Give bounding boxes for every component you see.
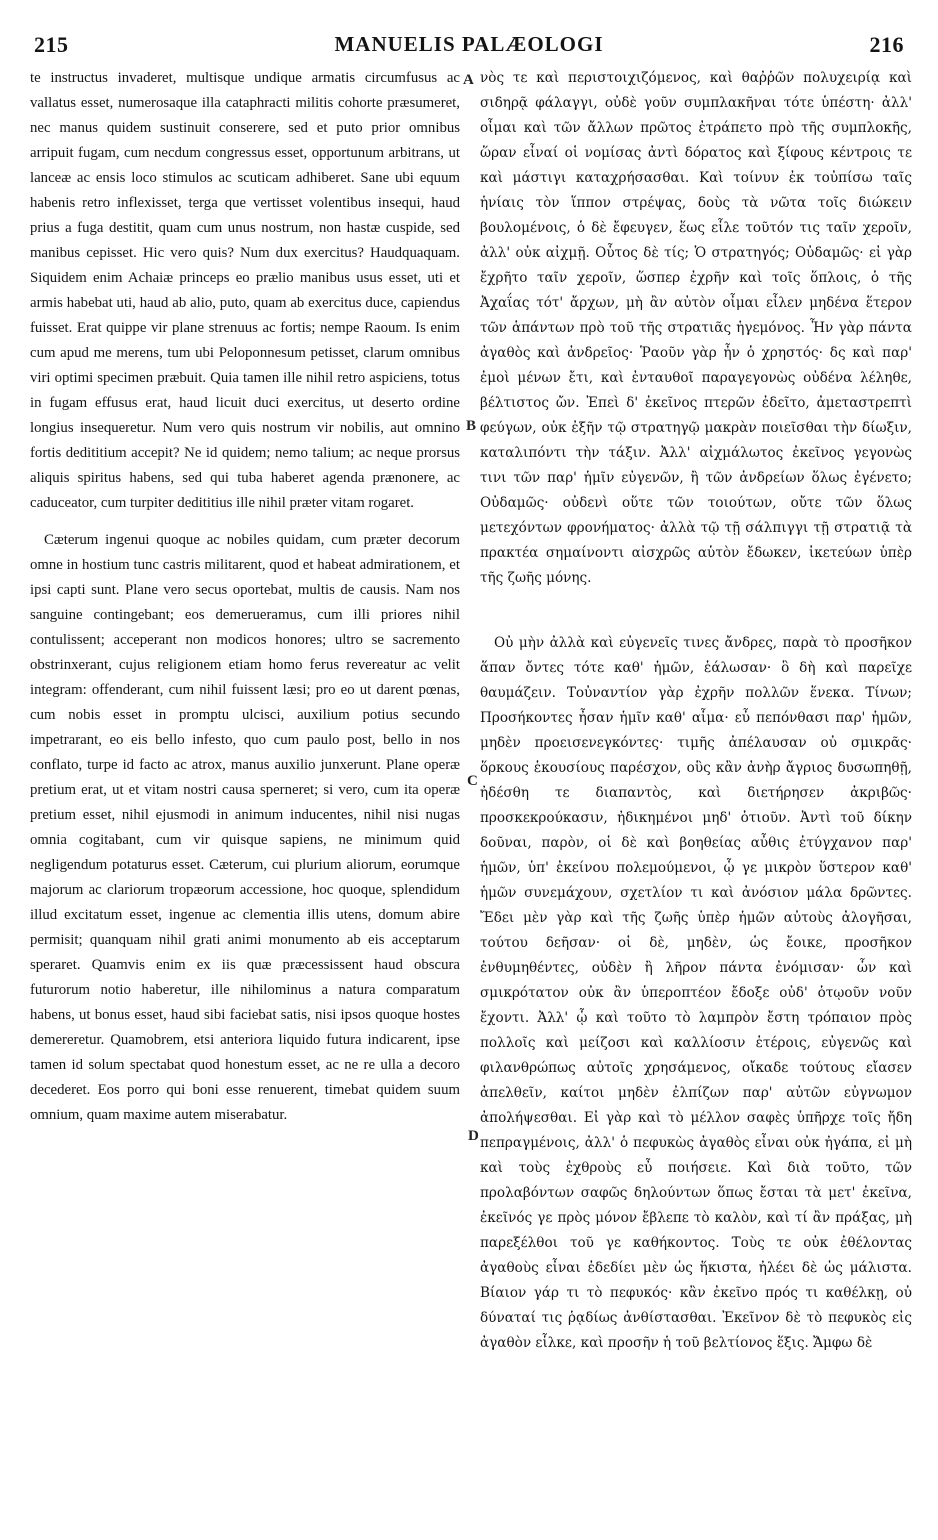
latin-paragraph-1: te instructus invaderet, multisque undique armatis circumfusus ac vallatus esset, numerosaque illa cataphracti militis cohorte præsumeret, nec manus quidem sustinuit conserere, sed et puto prior omnibus arripuit fugam, cum necdum congressus esset, opportunum arbitrans, ut lanceæ ac ensis loco stimulos ac scuticam adhiberet. Sane ubi equum habenis retro inflexisset, terga que vertisset volentibus insequi, haud prius a fuga destitit, quam cum unus nostrum, non hastæ cuspide, sed manibus cepisset. Hic vero quis? Num dux exercitus? Haudquaquam. Siquidem enim Achaiæ princeps eo prælio manibus usus esset, uti et armis habebat uti, haud ab alio, puto, quam ab exercitus duce, capiendus fuisset. Erat quippe vir plane strenuus ac fortis; nempe Raoum. Is enim cum apud me merens, tum ubi Peloponnesum petisset, clarum omnibus viri optimi specimen præbuit. Quia tamen ille nihil retro aspiciens, totus in fugam effusus erat, haud licuit duci exercitus, ut deserto ordine longius insequeretur. Num vero quis nostrum vir nobilis, aut omnino fortis dedititium accepit? Ne id quidem; nemo talium; ac neque prorsus aliquis spiritus habens, sed qui tuba haberet agenda prænonere, ac caduceator, cum turpiter dedititius ille nihil præter vitam rogaret. — [30, 70, 460, 511]
greek-paragraph-1: νὸς τε καὶ περιστοιχιζόμενος, καὶ θαῤῥῶν πολυχειρίᾳ καὶ σιδηρᾷ φάλαγγι, οὐδὲ γοῦν συμπλακῆναι τότε ὑπέστη· ἀλλ' οἶμαι καὶ τῶν ἄλλων πρῶτος ἐτράπετο πρὸ τῆς συμπλοκῆς, ὥραν εἶναί οἱ νομίσας ἀντὶ δόρατος καὶ ξίφους κέντροις τε καὶ μάστιγι καταχρήσασθαι. Καὶ τοίνυν ἐκ τοὐπίσω ταῖς ἡνίαις τὸν ἵππον στρέψας, δοὺς τὰ νῶτα τοῖς διώκειν βουλομένοις, ὁ δὲ ἔφευγεν, ἕως εἷλε τοῦτόν τις ταῖν χεροῖν, ἀλλ' οὐκ αἰχμῇ. Οὗτος δὲ τίς; Ὁ στρατηγός; Οὐδαμῶς· εἰ γὰρ ἔχρῆτο ταῖν χεροῖν, ὥσπερ ἐχρῆν καὶ τοῖς ὅπλοις, ὁ τῆς Ἀχαΐας τότ' ἄρχων, μὴ ἂν αὐτὸν οἶμαι εἷλεν μηδένα ἕτερον τῶν ἁπάντων πρὸ τοῦ τῆς στρατιᾶς ἡγεμόνος. Ἦν γὰρ πάντα ἀγαθὸς καὶ ἀνδρεῖος· Ῥαοῦν γὰρ ἦν ὁ χρηστός· δς καὶ παρ' ἐμοὶ μένων ἔτι, καὶ ἐνταυθοῖ παραγεγονὼς οὐδένα λέληθε, βέλτιστος ὤν. Ἐπεὶ δ' ἐκεῖνος πτερῶν ἐδεῖτο, ἀμεταστρεπτὶ φεύγων, οὐκ ἐξῆν τῷ στρατηγῷ μακρὰν ποιεῖσθαι τὴν δίωξιν, καταλιπόντι τὴν τάξιν. Ἀλλ' αἰχμάλωτος ἐκεῖνος γεγονὼς τινι τῶν παρ' ἡμῖν εὐγενῶν, ἢ τῶν ἀνδρείων ὅλως ἐγένετο; Οὐδαμῶς· οὐδενὶ οὕτε τῶν τοιούτων, οὔτε τῶν ὅλως μετεχόντων φρονήματος· ἀλλὰ τῷ τῇ σάλπιγγι τῇ στρατιᾷ τὰ πρακτέα σημαίνοντι αἰσχρῶς αὑτὸν ἔδωκεν, ἱκετεύων ὑπὲρ τῆς ζωῆς μόνης. — [480, 70, 912, 586]
latin-paragraph-2: Cæterum ingenui quoque ac nobiles quidam, cum præter decorum omne in hostium tunc castris militarent, quod et habeat admirationem, et ipsi capti sunt. Plane vero secus oportebat, multis de causis. Nam nos sanguine contingebant; eos demerueramus, cum illi priores nihil contulissent; acceperant non modicos honores; ultro se sacremento obstrinxerant, cujus religionem etiam homo ferus revereatur ac velit integram: offenderant, cum nihil fuissent læsi; pro eo ut darent pœnas, cum nobis esset in promptu ulcisci, auxilium potius secundo impetrarant, eo eis bello infesto, quo cum paulo post, bello in nos conflato, turpe id facto ac atrox, manus auxilio junxerunt. Plane operæ pretium erat, ut et vitam nostri causa sperneret; si vero, cum ita operæ pretium esset, nihil ejusmodi in animum inducentes, nihil nisi nugas omnia cogitabant, cum vir quisque sapiens, ne minimum quid negligendum potaturus esset. Cæterum, cui plurium aliorum, eorumque majorum ac clariorum tropæorum accessione, hoc quoque, splendidum illud excitatum esset, ingenue ac clementia illis utens, domum abire permisit; quanquam nihil grati animi monumento ab eis acceptarum speraret. Quamvis enim ex iis quæ præcessissent haud obscura futurorum notio haberetur, ille nihilominus a natura comparatum habens, ut bonus esset, haud sibi faciebat satis, nisi ipsos quoque hostes demereretur. Quamobrem, etsi anteriora liquido futura indicarent, ipse tamen id solum spectabat quod honestum esset, ac ne re ulla a decoro decederet. Eos porro qui boni esse renuerent, timebat quidem suum omnium, quam maxime autem miserabatur. — [30, 532, 460, 1123]
greek-paragraph-2: Οὐ μὴν ἀλλὰ καὶ εὐγενεῖς τινες ἄνδρες, παρὰ τὸ προσῆκον ἅπαν ὄντες τότε καθ' ἡμῶν, ἑάλωσαν· ὃ δὴ καὶ παρεῖχε θαυμάζειν. Τοὐναντίον γὰρ ἐχρῆν πολλῶν ἕνεκα. Τίνων; Προσήκοντες ἦσαν ἡμῖν καθ' αἷμα· εὖ πεπόνθασι παρ' ἡμῶν, μηδὲν προεισενεγκόντες· τιμῆς ἀπέλαυσαν οὐ σμικρᾶς· ὅρκους ἑκουσίους παρέσχον, οὓς κἂν ἀνὴρ ἄγριος δυσωπηθῇ, ἠδέσθη τε διαπαντὸς, καὶ διετήρησεν ἀκριβῶς· προσκεκρούκασιν, ἠδικημένοι μηδ' ὁτιοῦν. Ἀντὶ τοῦ δίκην δοῦναι, παρὸν, οἱ δὲ καὶ βοηθείας αὖθις ἐτύγχανον παρ' ἡμῶν, ὑπ' ἐκείνου πολεμούμενοι, ᾧ γε μικρὸν ὕστερον καθ' ἡμῶν συνεμάχουν, σχετλίον τι καὶ ἀνόσιον μάλα δρῶντες. Ἔδει μὲν γὰρ καὶ τῆς ζωῆς ὑπὲρ ἡμῶν αὐτοὺς ἀλογῆσαι, τούτου δεῆσαν· οἱ δὲ, μηδὲν, ὡς ἔοικε, προσῆκον ἐνθυμηθέντες, οὐδὲν ἢ λῆρον πάντα ἐνόμισαν· ὧν καὶ σμικρότατον οὐκ ἂν ὑπεροπτέον ἔδοξε οὐδ' ὁτῳοῦν νοῦν ἔχοντι. Ἀλλ' ᾧ καὶ τοῦτο τὸ λαμπρὸν ἔστη τρόπαιον πρὸς πολλοῖς καὶ μείζοσι καὶ καλλίοσιν ἑτέροις, εὐγενῶς καὶ φιλανθρώπως αὐτοῖς χρησάμενος, οἴκαδε τούτους εἴασεν ἀπελθεῖν, καίτοι μηδὲν ἐλπίζων παρ' αὐτῶν εὐγνωμον ἀπολήψεσθαι. Εἰ γὰρ καὶ τὸ μέλλον σαφὲς ὑπῆρχε τοῖς ἤδη πεπραγμένοις, ἀλλ' ὁ πεφυκὼς ἀγαθὸς εἶναι οὐκ ἠγάπα, εἰ μὴ καὶ τοὺς ἐχθροὺς εὖ ποιήσειε. Καὶ διὰ τοῦτο, τῶν προλαβόντων σαφῶς δηλούντων ὅπως ἔσται τὰ μετ' ἐκεῖνα, ἐκεῖνός γε πρὸς μόνον ἔβλεπε τὸ καλὸν, καὶ τί ἂν πράξας, μὴ παρεξέλθοι τοῦ γε καθήκοντος. Τοὺς τε οὐκ ἐθέλοντας ἀγαθοὺς εἶναι ἐδεδίει μὲν ὡς ἥκιστα, ἠλέει δὲ ὡς μάλιστα. Βίαιον γάρ τι τὸ πεφυκός· κἂν ἐκεῖνο πρός τι καθέλκῃ, οὐ δύναταί τις ῥᾳδίως ἀνθίστασθαι. Ἐκεῖνον δὲ τὸ πεφυκὸς εἰς ἀγαθὸν εἷλκε, καὶ προσῆν ἡ τοῦ βελτίονος ἕξις. Ἄμφω δὲ — [480, 635, 912, 1351]
margin-marker-a: A — [463, 72, 474, 88]
latin-column — [30, 66, 460, 1128]
page-number-left: 215 — [34, 32, 69, 57]
margin-marker-b: B — [466, 418, 477, 434]
page-number-right: 216 — [869, 32, 904, 57]
running-title: MANUELIS PALÆOLOGI — [334, 32, 604, 56]
paragraph-gap — [480, 591, 912, 631]
page-header — [30, 32, 908, 62]
paragraph-gap — [30, 516, 460, 528]
margin-marker-c: C — [467, 773, 478, 789]
greek-column — [480, 66, 912, 1356]
margin-marker-d: D — [468, 1128, 479, 1144]
